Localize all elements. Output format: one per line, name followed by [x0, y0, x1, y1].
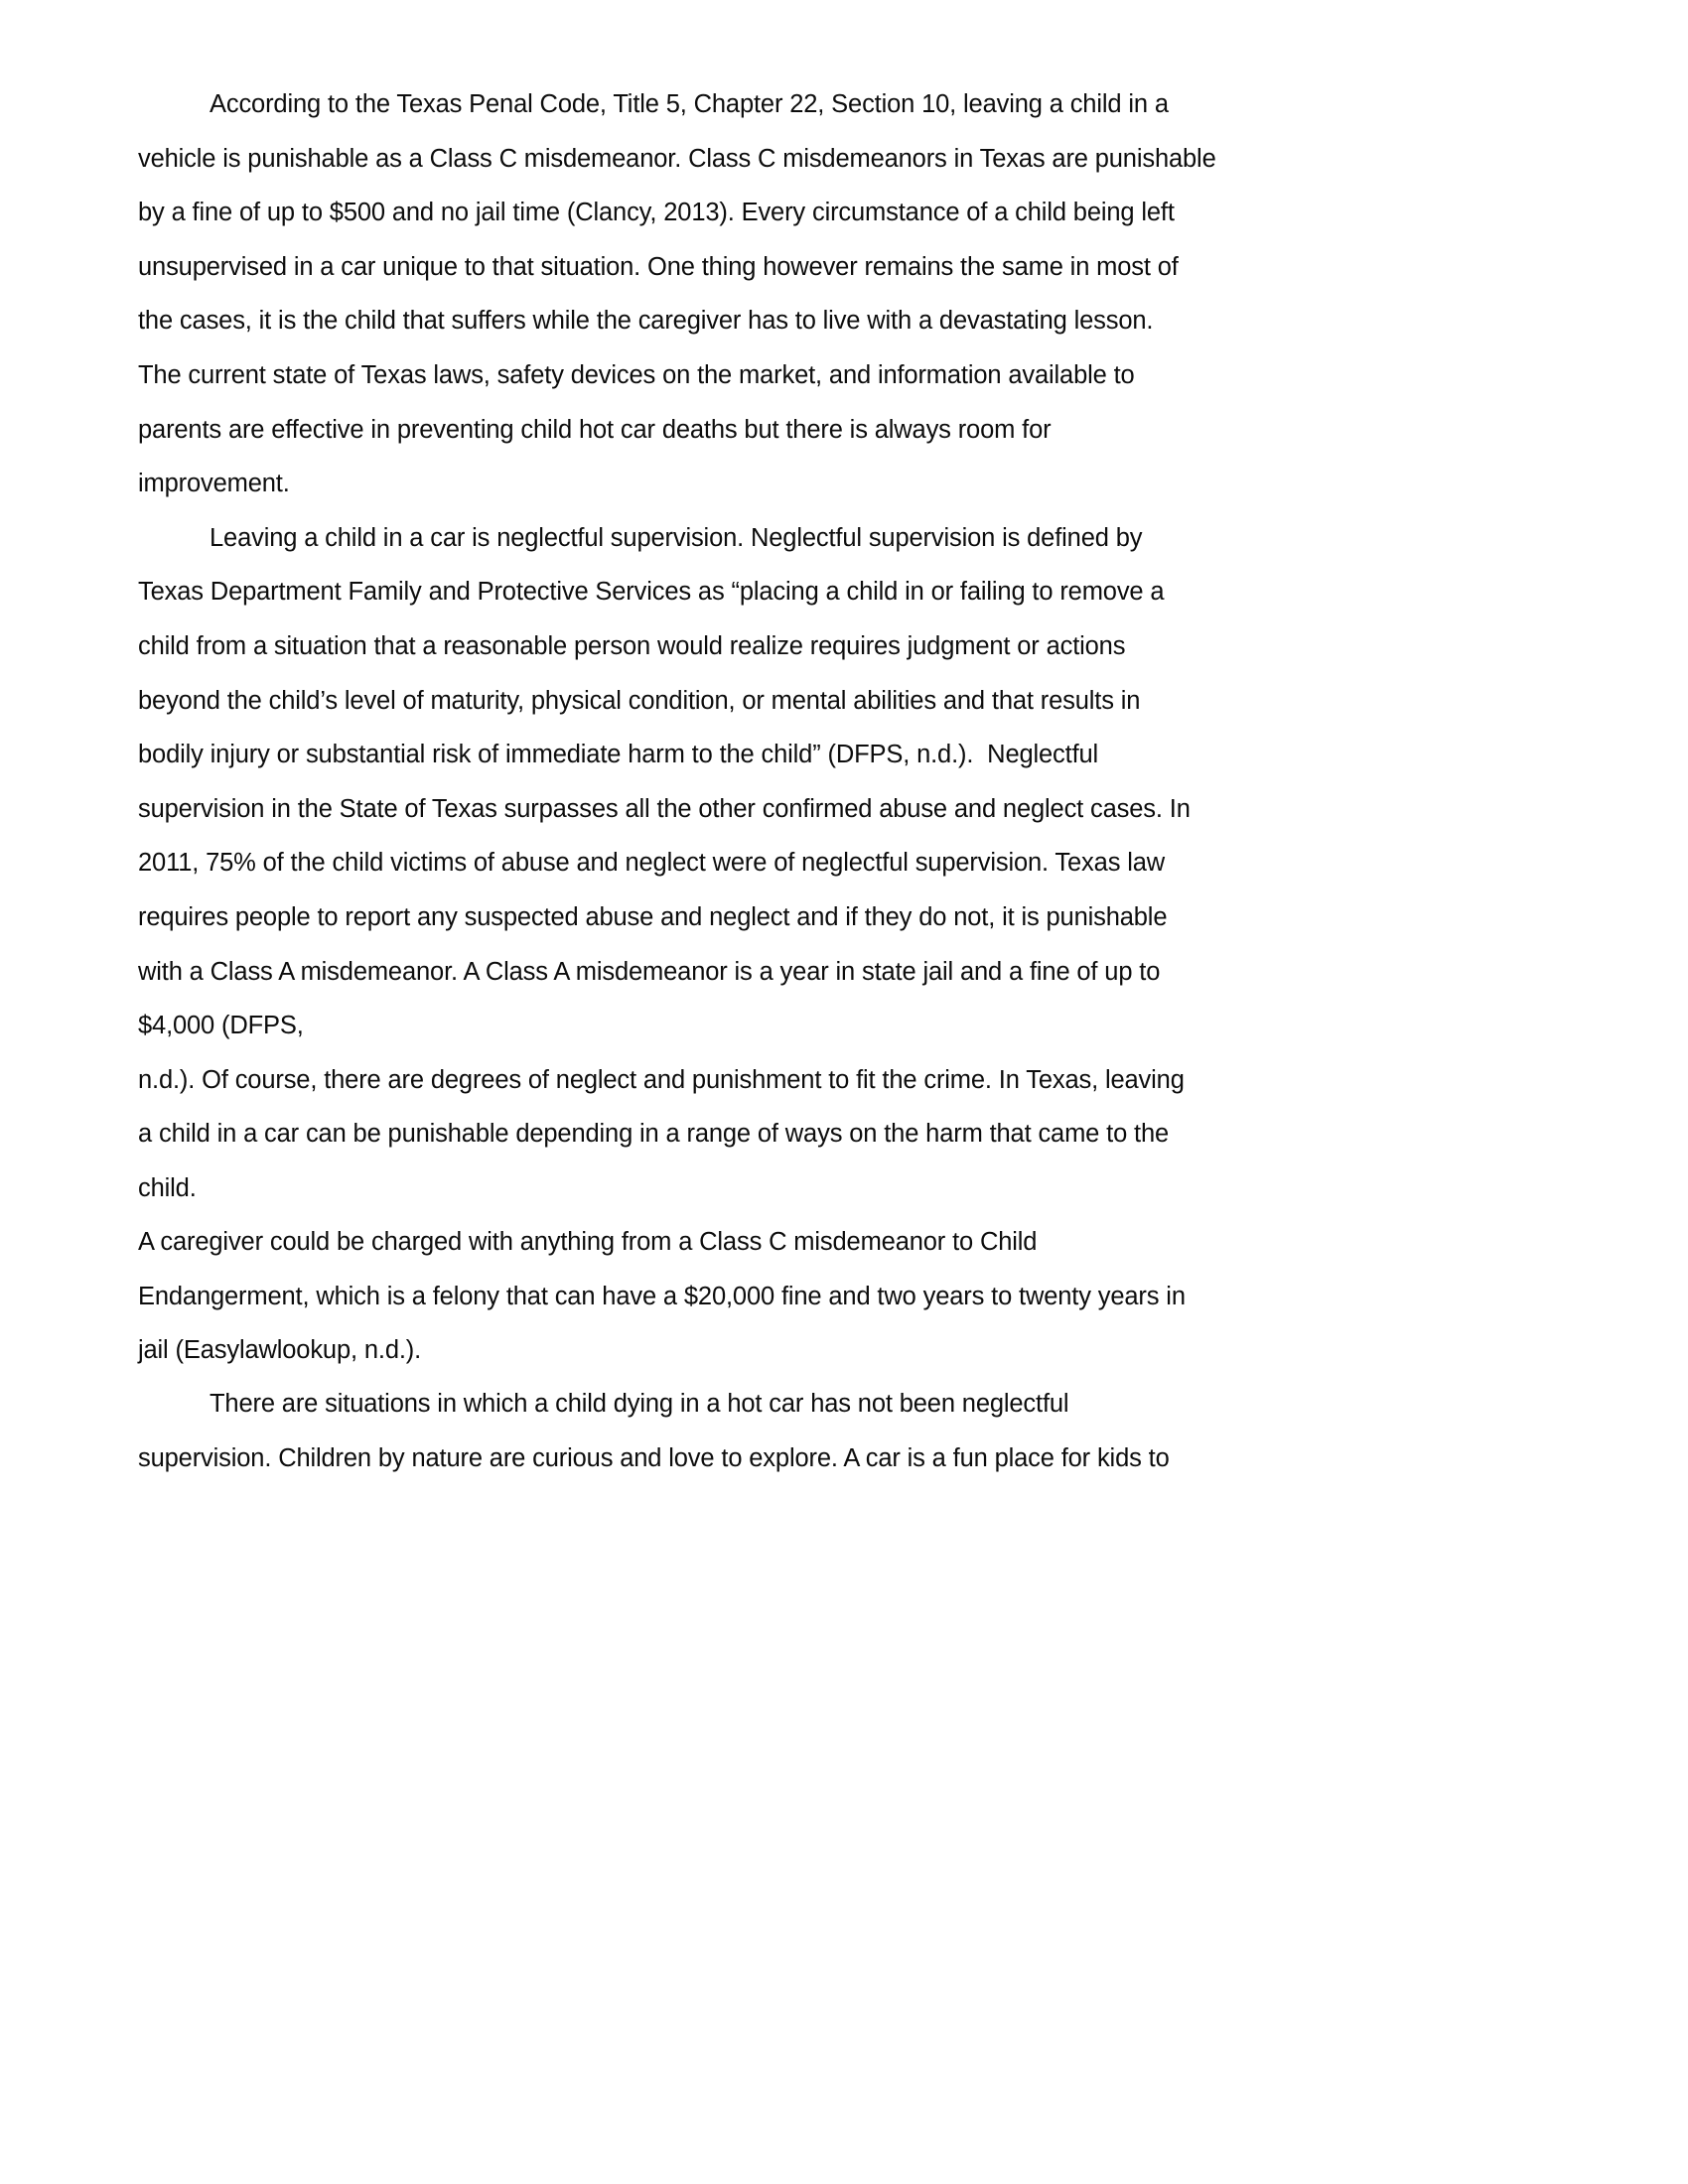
text-line: According to the Texas Penal Code, Title 5, Chapter 22, Section 10, leaving a child in a	[210, 90, 1169, 118]
text-line: requires people to report any suspected abuse and neglect and if they do not, it is punishable	[138, 902, 1168, 931]
text-line: Texas Department Family and Protective Services as “placing a child in or failing to remove a	[138, 578, 1165, 607]
text-line: There are situations in which a child dying in a hot car has not been neglectful	[210, 1390, 1069, 1419]
text-line: n.d.). Of course, there are degrees of neglect and punishment to fit the crime. In Texas, leaving	[138, 1065, 1185, 1094]
text-line: jail (Easylawlookup, n.d.).	[138, 1335, 422, 1364]
text-line: by a fine of up to $500 and no jail time (Clancy, 2013). Every circumstance of a child being left	[138, 199, 1175, 227]
text-line: the cases, it is the child that suffers while the caregiver has to live with a devastating lesson.	[138, 307, 1154, 336]
text-line: bodily injury or substantial risk of immediate harm to the child” (DFPS, n.d.). Neglectful	[138, 741, 1099, 769]
text-line: Leaving a child in a car is neglectful supervision. Neglectful supervision is defined by	[210, 523, 1143, 552]
paragraph-2	[138, 511, 1191, 1216]
text-line: supervision. Children by nature are curious and love to explore. A car is a fun place for kids to	[138, 1443, 1170, 1472]
text-line: Endangerment, which is a felony that can have a $20,000 fine and two years to twenty years in	[138, 1282, 1186, 1310]
text-line: beyond the child’s level of maturity, physical condition, or mental abilities and that results in	[138, 686, 1141, 715]
document-body	[138, 77, 1216, 1485]
paragraph-4	[138, 1377, 1170, 1485]
text-line: unsupervised in a car unique to that situation. One thing however remains the same in most of	[138, 252, 1179, 281]
text-line: child from a situation that a reasonable person would realize requires judgment or actions	[138, 631, 1126, 660]
text-line: supervision in the State of Texas surpasses all the other confirmed abuse and neglect cases. In	[138, 794, 1191, 823]
text-line: vehicle is punishable as a Class C misdemeanor. Class C misdemeanors in Texas are punishable	[138, 144, 1216, 173]
text-line: $4,000 (DFPS,	[138, 1012, 304, 1040]
text-line: improvement.	[138, 470, 290, 498]
text-line: The current state of Texas laws, safety devices on the market, and information available to	[138, 360, 1135, 389]
paragraph-3	[138, 1215, 1186, 1377]
text-line: a child in a car can be punishable depending in a range of ways on the harm that came to the	[138, 1120, 1170, 1149]
text-line: child.	[138, 1173, 197, 1202]
paragraph-1	[138, 77, 1216, 511]
text-line: A caregiver could be charged with anything from a Class C misdemeanor to Child	[138, 1228, 1038, 1257]
text-line: parents are effective in preventing child hot car deaths but there is always room for	[138, 415, 1052, 444]
text-line: 2011, 75% of the child victims of abuse and neglect were of neglectful supervision. Texas law	[138, 849, 1166, 878]
text-line: with a Class A misdemeanor. A Class A misdemeanor is a year in state jail and a fine of up to	[138, 957, 1161, 986]
